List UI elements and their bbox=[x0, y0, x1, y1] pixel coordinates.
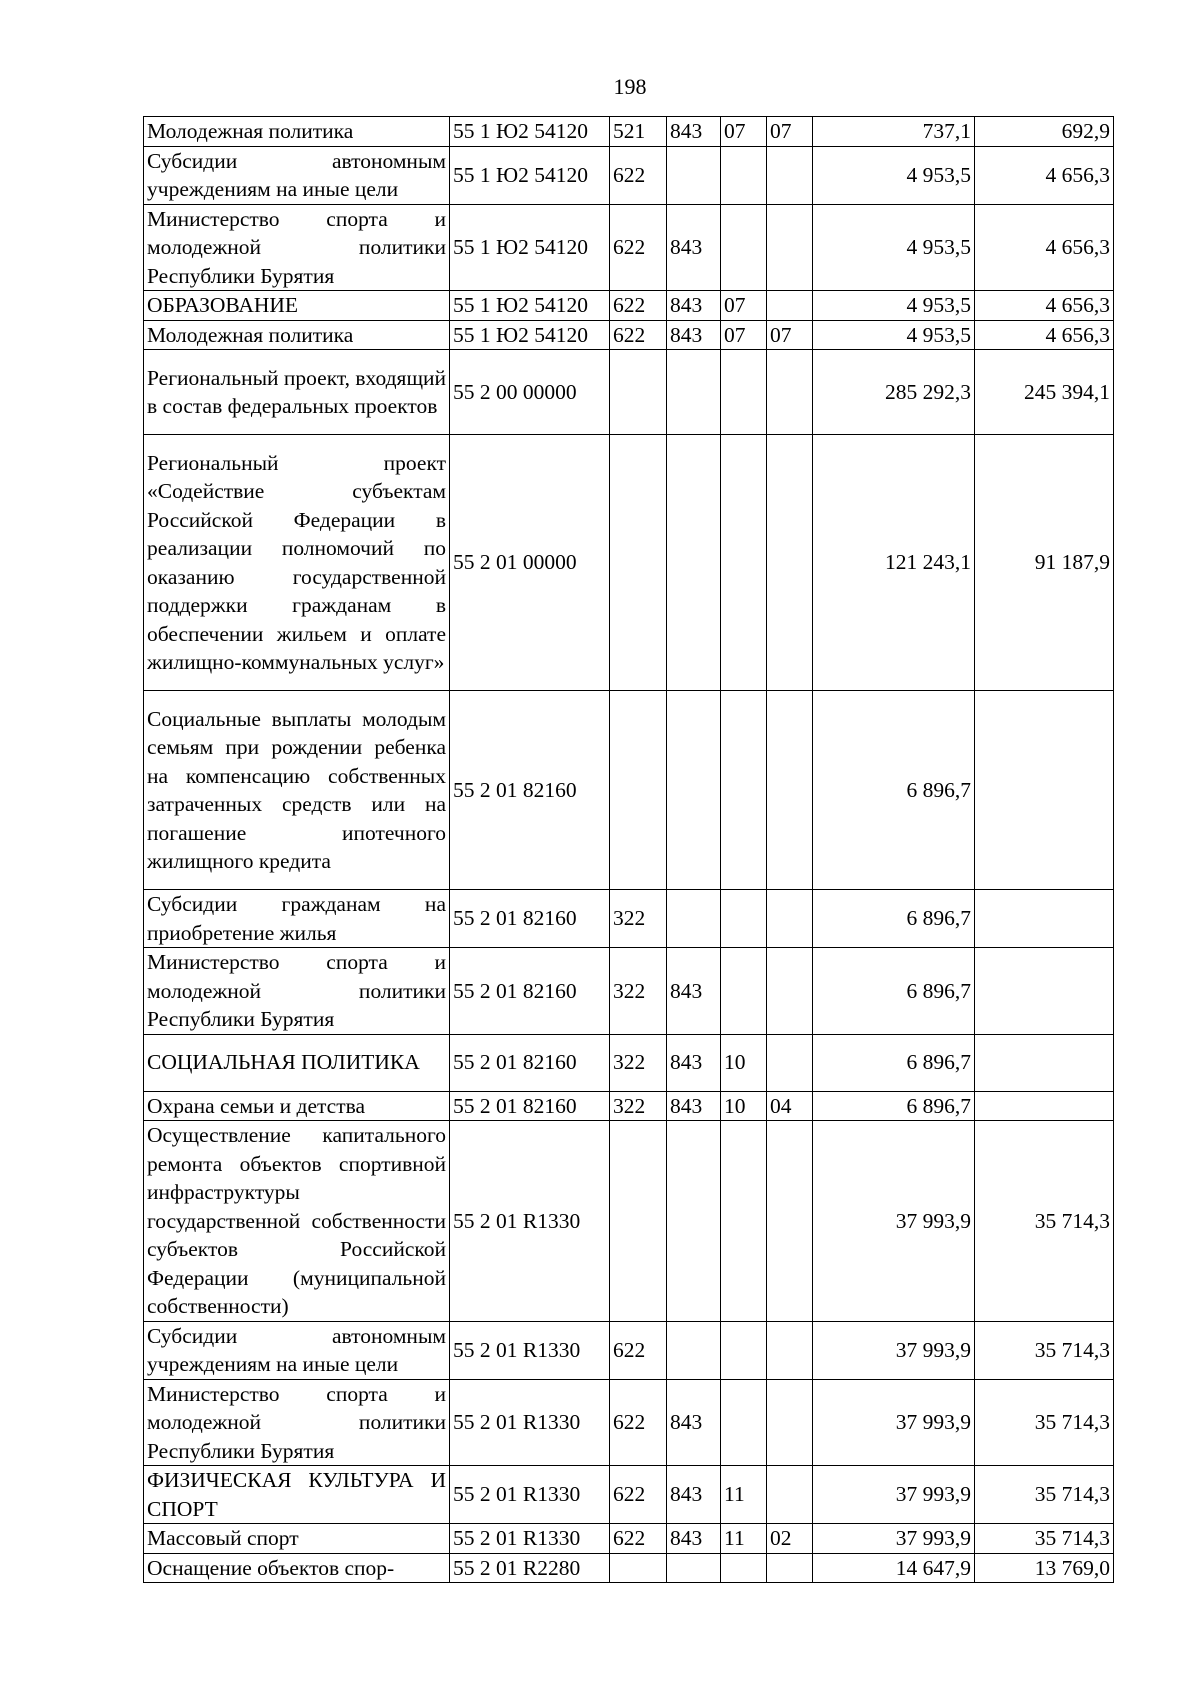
table-row bbox=[144, 890, 1114, 948]
section-cell bbox=[721, 204, 767, 291]
amount-cell-1: 6 896,7 bbox=[813, 890, 975, 948]
ministry-code-cell: 843 bbox=[667, 1091, 721, 1121]
section-cell bbox=[721, 146, 767, 204]
table-row bbox=[144, 1524, 1114, 1554]
section-cell: 10 bbox=[721, 1091, 767, 1121]
table-row bbox=[144, 435, 1114, 691]
target-article-cell: 55 2 01 00000 bbox=[450, 435, 610, 691]
target-article-cell: 55 1 Ю2 54120 bbox=[450, 291, 610, 321]
target-article-cell: 55 2 01 R1330 bbox=[450, 1121, 610, 1322]
amount-cell-1: 37 993,9 bbox=[813, 1321, 975, 1379]
subsection-cell bbox=[767, 1034, 813, 1091]
subsection-cell bbox=[767, 1121, 813, 1322]
expense-type-cell: 521 bbox=[610, 117, 667, 147]
table-row bbox=[144, 1091, 1114, 1121]
section-cell: 07 bbox=[721, 117, 767, 147]
target-article-cell: 55 2 00 00000 bbox=[450, 350, 610, 435]
amount-cell-1: 6 896,7 bbox=[813, 948, 975, 1035]
target-article-cell: 55 2 01 82160 bbox=[450, 1034, 610, 1091]
subsection-cell bbox=[767, 146, 813, 204]
ministry-code-cell bbox=[667, 435, 721, 691]
section-cell bbox=[721, 1321, 767, 1379]
section-cell bbox=[721, 1553, 767, 1583]
subsection-cell: 04 bbox=[767, 1091, 813, 1121]
row-name-cell: Региональный проект «Содействие субъектам Российской Федерации в реализации полномочий по оказанию государственной поддержки гражданам в обеспечении жильем и оплате жилищно-коммунальных услуг» bbox=[144, 435, 450, 691]
subsection-cell bbox=[767, 948, 813, 1035]
row-name-cell: Министерство спорта и молодежной политики Республики Бурятия bbox=[144, 204, 450, 291]
subsection-cell bbox=[767, 691, 813, 890]
ministry-code-cell: 843 bbox=[667, 204, 721, 291]
ministry-code-cell: 843 bbox=[667, 1466, 721, 1524]
table-row bbox=[144, 1321, 1114, 1379]
subsection-cell: 07 bbox=[767, 320, 813, 350]
subsection-cell bbox=[767, 435, 813, 691]
amount-cell-2 bbox=[975, 948, 1114, 1035]
target-article-cell: 55 2 01 R1330 bbox=[450, 1466, 610, 1524]
row-name-cell: Оснащение объектов спор- bbox=[144, 1553, 450, 1583]
amount-cell-2: 245 394,1 bbox=[975, 350, 1114, 435]
expense-type-cell: 622 bbox=[610, 146, 667, 204]
ministry-code-cell: 843 bbox=[667, 1379, 721, 1466]
amount-cell-1: 6 896,7 bbox=[813, 1034, 975, 1091]
subsection-cell bbox=[767, 1553, 813, 1583]
ministry-code-cell bbox=[667, 691, 721, 890]
amount-cell-2: 35 714,3 bbox=[975, 1379, 1114, 1466]
row-name-cell: Министерство спорта и молодежной политики Республики Бурятия bbox=[144, 1379, 450, 1466]
section-cell bbox=[721, 1121, 767, 1322]
amount-cell-1: 4 953,5 bbox=[813, 146, 975, 204]
subsection-cell bbox=[767, 291, 813, 321]
subsection-cell bbox=[767, 1379, 813, 1466]
amount-cell-1: 14 647,9 bbox=[813, 1553, 975, 1583]
table-row bbox=[144, 146, 1114, 204]
table-row bbox=[144, 320, 1114, 350]
amount-cell-2 bbox=[975, 1034, 1114, 1091]
subsection-cell bbox=[767, 1466, 813, 1524]
amount-cell-1: 4 953,5 bbox=[813, 320, 975, 350]
amount-cell-2: 91 187,9 bbox=[975, 435, 1114, 691]
amount-cell-2: 692,9 bbox=[975, 117, 1114, 147]
ministry-code-cell: 843 bbox=[667, 291, 721, 321]
expense-type-cell: 622 bbox=[610, 1321, 667, 1379]
section-cell: 10 bbox=[721, 1034, 767, 1091]
row-name-cell: Осуществление капитального ремонта объектов спортивной инфраструктуры государственной собственности субъектов Российской Федерации (муниципальной собственности) bbox=[144, 1121, 450, 1322]
target-article-cell: 55 2 01 R2280 bbox=[450, 1553, 610, 1583]
amount-cell-2 bbox=[975, 890, 1114, 948]
amount-cell-2: 35 714,3 bbox=[975, 1466, 1114, 1524]
target-article-cell: 55 2 01 82160 bbox=[450, 948, 610, 1035]
amount-cell-1: 37 993,9 bbox=[813, 1379, 975, 1466]
expense-type-cell: 322 bbox=[610, 1034, 667, 1091]
row-name-cell: Охрана семьи и детства bbox=[144, 1091, 450, 1121]
ministry-code-cell bbox=[667, 890, 721, 948]
table-row bbox=[144, 1034, 1114, 1091]
subsection-cell bbox=[767, 350, 813, 435]
table-row bbox=[144, 117, 1114, 147]
amount-cell-2: 4 656,3 bbox=[975, 320, 1114, 350]
expense-type-cell: 322 bbox=[610, 1091, 667, 1121]
subsection-cell: 07 bbox=[767, 117, 813, 147]
ministry-code-cell: 843 bbox=[667, 948, 721, 1035]
table-body bbox=[144, 117, 1114, 1583]
section-cell bbox=[721, 1379, 767, 1466]
ministry-code-cell bbox=[667, 350, 721, 435]
amount-cell-1: 37 993,9 bbox=[813, 1466, 975, 1524]
row-name-cell: Молодежная политика bbox=[144, 320, 450, 350]
amount-cell-1: 121 243,1 bbox=[813, 435, 975, 691]
ministry-code-cell: 843 bbox=[667, 117, 721, 147]
expense-type-cell: 622 bbox=[610, 1379, 667, 1466]
section-cell: 11 bbox=[721, 1466, 767, 1524]
row-name-cell: ОБРАЗОВАНИЕ bbox=[144, 291, 450, 321]
section-cell: 11 bbox=[721, 1524, 767, 1554]
budget-table bbox=[143, 116, 1114, 1583]
table-row bbox=[144, 1121, 1114, 1322]
table-row bbox=[144, 204, 1114, 291]
amount-cell-1: 737,1 bbox=[813, 117, 975, 147]
table-row bbox=[144, 350, 1114, 435]
amount-cell-2: 4 656,3 bbox=[975, 291, 1114, 321]
amount-cell-2: 13 769,0 bbox=[975, 1553, 1114, 1583]
table-row bbox=[144, 1553, 1114, 1583]
section-cell bbox=[721, 890, 767, 948]
amount-cell-1: 6 896,7 bbox=[813, 691, 975, 890]
ministry-code-cell bbox=[667, 1321, 721, 1379]
expense-type-cell: 622 bbox=[610, 320, 667, 350]
expense-type-cell: 322 bbox=[610, 948, 667, 1035]
amount-cell-1: 4 953,5 bbox=[813, 291, 975, 321]
expense-type-cell bbox=[610, 350, 667, 435]
amount-cell-2: 4 656,3 bbox=[975, 146, 1114, 204]
row-name-cell: Субсидии автономным учреждениям на иные цели bbox=[144, 1321, 450, 1379]
table-row bbox=[144, 691, 1114, 890]
target-article-cell: 55 2 01 R1330 bbox=[450, 1524, 610, 1554]
amount-cell-1: 37 993,9 bbox=[813, 1121, 975, 1322]
table-row bbox=[144, 1379, 1114, 1466]
expense-type-cell: 622 bbox=[610, 1466, 667, 1524]
amount-cell-1: 6 896,7 bbox=[813, 1091, 975, 1121]
target-article-cell: 55 2 01 82160 bbox=[450, 890, 610, 948]
page-number: 198 bbox=[613, 74, 647, 99]
subsection-cell bbox=[767, 204, 813, 291]
target-article-cell: 55 1 Ю2 54120 bbox=[450, 146, 610, 204]
row-name-cell: Министерство спорта и молодежной политики Республики Бурятия bbox=[144, 948, 450, 1035]
expense-type-cell bbox=[610, 1553, 667, 1583]
row-name-cell: Массовый спорт bbox=[144, 1524, 450, 1554]
table-row bbox=[144, 948, 1114, 1035]
target-article-cell: 55 2 01 R1330 bbox=[450, 1321, 610, 1379]
amount-cell-1: 37 993,9 bbox=[813, 1524, 975, 1554]
section-cell bbox=[721, 948, 767, 1035]
amount-cell-2: 4 656,3 bbox=[975, 204, 1114, 291]
section-cell bbox=[721, 350, 767, 435]
row-name-cell: СОЦИАЛЬНАЯ ПОЛИТИКА bbox=[144, 1034, 450, 1091]
table-row bbox=[144, 291, 1114, 321]
section-cell: 07 bbox=[721, 320, 767, 350]
expense-type-cell bbox=[610, 435, 667, 691]
row-name-cell: Социальные выплаты молодым семьям при рождении ребенка на компенсацию собственных затраченных средств или на погашение ипотечного жилищного кредита bbox=[144, 691, 450, 890]
amount-cell-2 bbox=[975, 1091, 1114, 1121]
expense-type-cell: 622 bbox=[610, 291, 667, 321]
expense-type-cell bbox=[610, 1121, 667, 1322]
target-article-cell: 55 2 01 R1330 bbox=[450, 1379, 610, 1466]
target-article-cell: 55 1 Ю2 54120 bbox=[450, 204, 610, 291]
amount-cell-2: 35 714,3 bbox=[975, 1121, 1114, 1322]
section-cell bbox=[721, 691, 767, 890]
subsection-cell: 02 bbox=[767, 1524, 813, 1554]
ministry-code-cell bbox=[667, 146, 721, 204]
subsection-cell bbox=[767, 890, 813, 948]
amount-cell-2: 35 714,3 bbox=[975, 1321, 1114, 1379]
row-name-cell: Субсидии автономным учреждениям на иные цели bbox=[144, 146, 450, 204]
target-article-cell: 55 1 Ю2 54120 bbox=[450, 320, 610, 350]
expense-type-cell: 622 bbox=[610, 204, 667, 291]
ministry-code-cell: 843 bbox=[667, 320, 721, 350]
row-name-cell: Региональный проект, входящий в состав федеральных проектов bbox=[144, 350, 450, 435]
table-row bbox=[144, 1466, 1114, 1524]
section-cell: 07 bbox=[721, 291, 767, 321]
amount-cell-2: 35 714,3 bbox=[975, 1524, 1114, 1554]
expense-type-cell: 622 bbox=[610, 1524, 667, 1554]
subsection-cell bbox=[767, 1321, 813, 1379]
row-name-cell: Субсидии гражданам на приобретение жилья bbox=[144, 890, 450, 948]
amount-cell-2 bbox=[975, 691, 1114, 890]
target-article-cell: 55 1 Ю2 54120 bbox=[450, 117, 610, 147]
ministry-code-cell bbox=[667, 1553, 721, 1583]
expense-type-cell bbox=[610, 691, 667, 890]
expense-type-cell: 322 bbox=[610, 890, 667, 948]
ministry-code-cell bbox=[667, 1121, 721, 1322]
section-cell bbox=[721, 435, 767, 691]
amount-cell-1: 285 292,3 bbox=[813, 350, 975, 435]
row-name-cell: ФИЗИЧЕСКАЯ КУЛЬТУРА И СПОРТ bbox=[144, 1466, 450, 1524]
target-article-cell: 55 2 01 82160 bbox=[450, 1091, 610, 1121]
target-article-cell: 55 2 01 82160 bbox=[450, 691, 610, 890]
row-name-cell: Молодежная политика bbox=[144, 117, 450, 147]
amount-cell-1: 4 953,5 bbox=[813, 204, 975, 291]
ministry-code-cell: 843 bbox=[667, 1034, 721, 1091]
ministry-code-cell: 843 bbox=[667, 1524, 721, 1554]
